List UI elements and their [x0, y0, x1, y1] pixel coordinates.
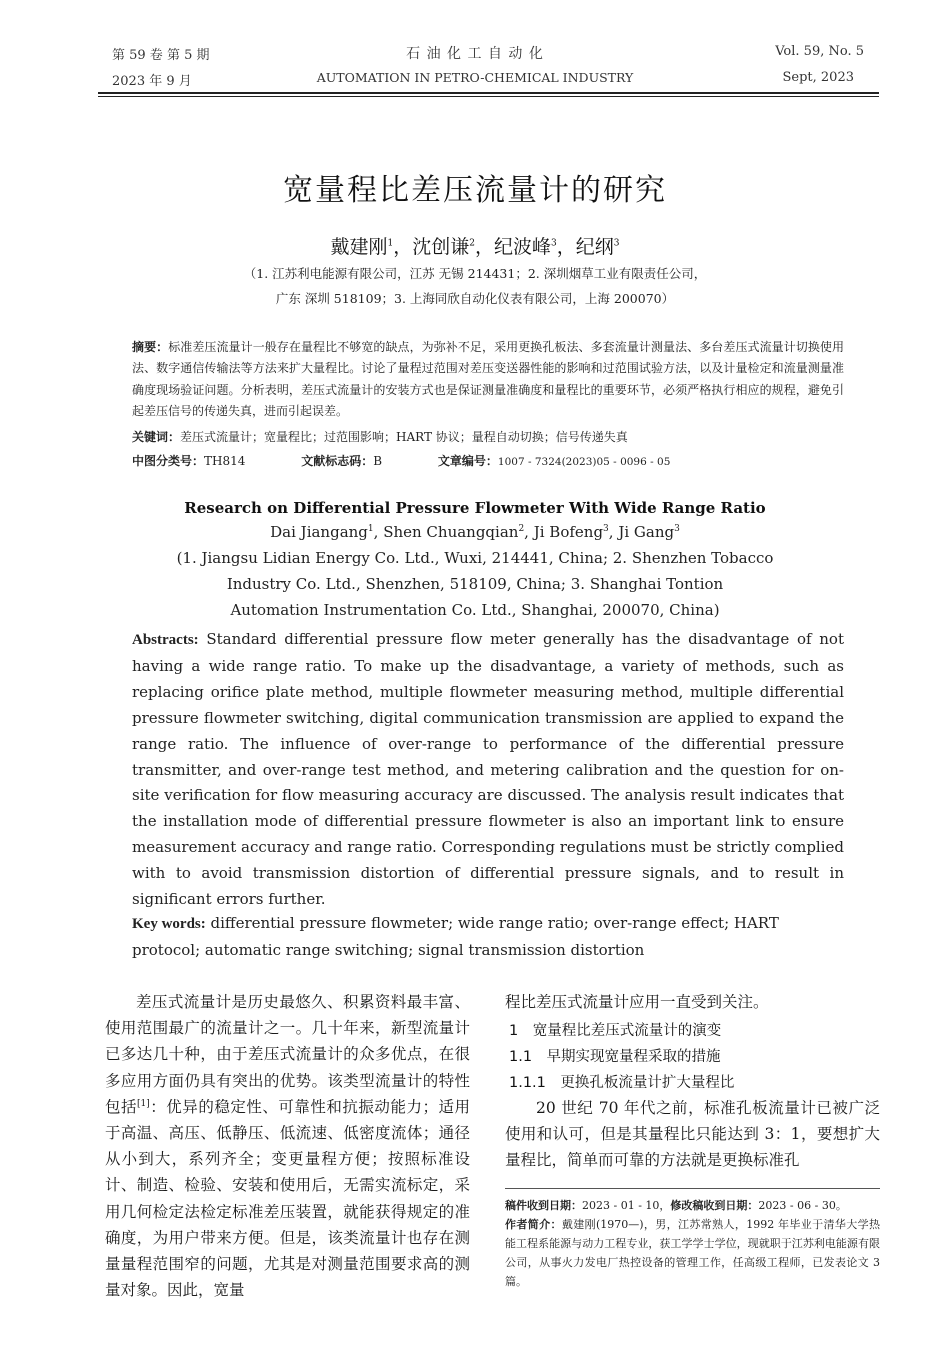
author-sep: , — [373, 523, 384, 541]
citation: [1] — [137, 1098, 150, 1109]
keywords-cn — [132, 428, 844, 445]
keywords-cn-text: 差压式流量计；宽量程比；过范围影响；HART 协议；量程自动切换；信号传递失真 — [180, 430, 628, 444]
footnote-dates — [505, 1196, 880, 1215]
author-mark: 1 — [367, 524, 374, 534]
footnote-author — [505, 1215, 880, 1291]
author-mark: 3 — [603, 524, 609, 534]
affiliation-cn-line: 广东 深圳 518109；3. 上海同欣自动化仪表有限公司，上海 200070） — [275, 291, 675, 306]
keywords-en — [132, 911, 844, 964]
author-mark: 3 — [613, 238, 620, 249]
revised-value: 2023 - 06 - 30。 — [758, 1199, 847, 1212]
doc-code-label: 文献标志码： — [301, 454, 374, 468]
abstract-en-text: Standard differential pressure flow meter generally has the disadvantage of not having a wide range ratio. To make up the disadvantage, a variety of methods, such as replacing orifice plate method, multiple flowmeter measuring method, multiple differential pressure flowmeter switching, digital communication transmission are applied to expand the range ratio. The influence of over-range to performance of the differential pressure transmitter, and over-range test method, and metering calibration and the question for on-site verification for flow measuring accuracy are discussed. The analysis result indicates that the installation mode of differential pressure flowmeter is also an important link to ensure measurement accuracy and range ratio. Corresponding regulations must be strictly complied with to avoid transmission distortion of differential pressure signals, and to result in significant errors further. — [132, 630, 844, 909]
paper-title-en: Research on Differential Pressure Flowmeter With Wide Range Ratio — [184, 499, 766, 517]
section-heading-1: 1 宽量程比差压式流量计的演变 — [509, 1023, 722, 1039]
author-sep: ， — [393, 236, 413, 258]
author-sep: , — [524, 523, 534, 541]
abstract-cn-text: 标准差压流量计一般存在量程比不够宽的缺点，为弥补不足，采用更换孔板法、多套流量计测量法、多台差压式流量计切换使用法、数字通信传输法等方法来扩大量程比。讨论了量程过范围对差压变送器性能的影响和过范围试验方法，以及计量检定和流量测量准确度现场验证问题。分析表明，差压式流量计的安装方式也是保证测量准确度和量程比的重要环节，必须严格执行相应的规程，避免引起差压信号的传递失真，进而引起误差。 — [132, 340, 844, 418]
body-right-column — [505, 989, 880, 1015]
doc-code-value: B — [373, 454, 383, 468]
body-text-continued: 程比差压式流量计应用一直受到关注。 — [505, 993, 769, 1011]
issue-date-cn: 2023 年 9 月 — [112, 74, 192, 89]
journal-title-cn: 石 油 化 工 自 动 化 — [406, 46, 544, 62]
author-en: Shen Chuangqian — [383, 523, 519, 541]
clc-value: TH814 — [204, 454, 246, 468]
footnote-rule — [505, 1188, 880, 1189]
author-cn: 纪纲 — [575, 236, 614, 258]
abstract-en — [132, 627, 844, 913]
abstract-cn-label: 摘要： — [132, 340, 169, 354]
article-no-label: 文章编号： — [437, 454, 498, 468]
keywords-en-text: differential pressure flowmeter; wide range ratio; over-range effect; HART protocol; automatic range switching; signal transmission distortion — [132, 914, 779, 959]
body-right-paragraph — [505, 1095, 880, 1174]
author-cn: 沈创谦 — [412, 236, 470, 258]
body-paragraph — [105, 989, 470, 1303]
affiliation-en-line: Industry Co. Ltd., Shenzhen, 518109, China; 3. Shanghai Tontion — [226, 575, 724, 593]
footnote — [505, 1196, 880, 1291]
issue-date-en: Sept, 2023 — [782, 70, 854, 85]
author-bio-text: 戴建刚(1970—)，男，江苏常熟人，1992 年毕业于清华大学热能工程系能源与动力工程专业，获工学学士学位，现就职于江苏利电能源有限公司，从事火力发电厂热控设备的管理工作，任高级工程师，已发表论文 3 篇。 — [505, 1218, 880, 1288]
author-en: Ji Bofeng — [533, 523, 604, 541]
author-cn: 戴建刚 — [330, 236, 388, 258]
abstract-en-label: Abstracts: — [132, 632, 199, 648]
author-sep: ， — [474, 236, 494, 258]
author-en: Dai Jiangang — [270, 523, 368, 541]
authors-en — [0, 523, 950, 541]
author-mark: 3 — [674, 524, 680, 534]
article-no-value: 1007 - 7324(2023)05 - 0096 - 05 — [497, 456, 671, 468]
header-rule — [98, 92, 879, 94]
author-mark: 1 — [387, 238, 394, 249]
body-text: 差压式流量计是历史最悠久、积累资料最丰富、使用范围最广的流量计之一。几十年来，新型流量计已多达几十种，由于差压式流量计的众多优点，在很多应用方面仍具有突出的优势。该类型流量计的特性包括 — [105, 993, 470, 1116]
revised-label: 修改稿收到日期： — [670, 1199, 759, 1212]
section-heading-1-1: 1.1 早期实现宽量程采取的措施 — [509, 1049, 721, 1065]
section-heading-1-1-1: 1.1.1 更换孔板流量计扩大量程比 — [509, 1075, 735, 1091]
author-en: Ji Gang — [618, 523, 675, 541]
author-mark: 2 — [469, 238, 475, 249]
author-bio-label: 作者简介： — [505, 1218, 562, 1231]
affiliation-en-line: Automation Instrumentation Co. Ltd., Shanghai, 200070, China) — [230, 601, 720, 619]
header-rule-thin — [98, 96, 879, 97]
authors-cn — [0, 232, 950, 259]
author-mark: 3 — [551, 238, 557, 249]
paper-title-cn: 宽量程比差压流量计的研究 — [283, 173, 667, 208]
received-label: 稿件收到日期： — [505, 1199, 582, 1212]
author-sep: , — [608, 523, 619, 541]
body-paragraph: 20 世纪 70 年代之前，标准孔板流量计已被广泛使用和认可，但是其量程比只能达到 3：1，要想扩大量程比，简单而可靠的方法就是更换标准孔 — [505, 1099, 880, 1170]
body-left-column — [105, 989, 470, 1303]
clc-label: 中图分类号： — [132, 454, 205, 468]
volume-en: Vol. 59, No. 5 — [775, 44, 864, 59]
classification-line — [132, 452, 844, 469]
keywords-cn-label: 关键词： — [132, 430, 181, 444]
affiliation-cn-line: （1. 江苏利电能源有限公司，江苏 无锡 214431；2. 深圳烟草工业有限责任公司， — [243, 266, 707, 281]
affiliation-en-line: (1. Jiangsu Lidian Energy Co. Ltd., Wuxi, 214441, China; 2. Shenzhen Tobacco — [176, 549, 774, 567]
journal-title-en: AUTOMATION IN PETRO-CHEMICAL INDUSTRY — [316, 70, 634, 85]
abstract-cn — [132, 337, 844, 422]
received-value: 2023 - 01 - 10， — [582, 1199, 671, 1212]
author-sep: ， — [556, 236, 576, 258]
keywords-en-label: Key words: — [132, 916, 206, 932]
author-cn: 纪波峰 — [494, 236, 552, 258]
author-mark: 2 — [518, 524, 525, 534]
volume-issue: 第 59 卷 第 5 期 — [112, 48, 210, 63]
body-text: ：优异的稳定性、可靠性和抗振动能力；适用于高温、高压、低静压、低流速、低密度流体；通径从小到大，系列齐全；变更量程方便；按照标准设计、制造、检验、安装和使用后，无需实流标定，采用几何检定法检定标准差压装置，就能获得规定的准确度，为用户带来方便。但是，该类流量计也存在测量量程范围窄的问题，尤其是对测量范围要求高的测量对象。因此，宽量 — [105, 1097, 470, 1300]
